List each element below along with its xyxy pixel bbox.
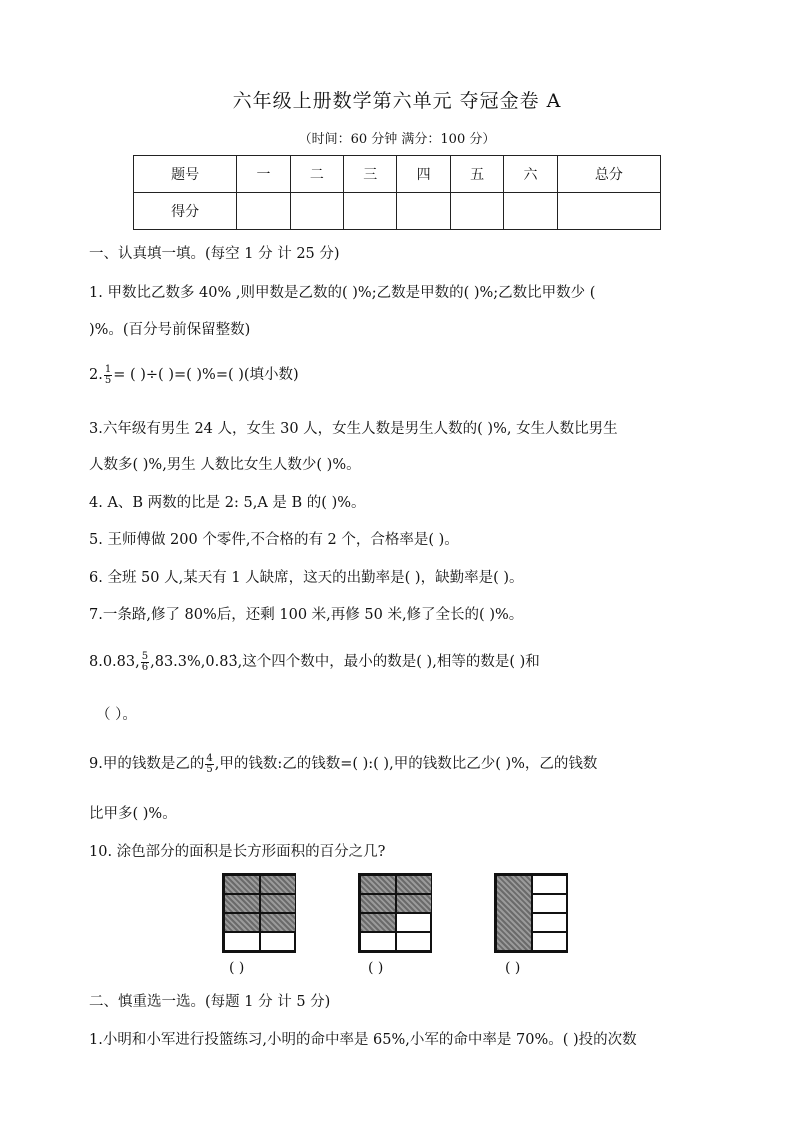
exam-info: （时间：60 分钟 满分：100 分） (298, 132, 496, 147)
question-1-line-2: )%。(百分号前保留整数) (89, 322, 251, 338)
fraction-four-fifths (205, 754, 213, 775)
fraction-numerator: 4 (206, 752, 213, 764)
score-cell[interactable] (290, 193, 343, 230)
score-label-cell: 得分 (134, 193, 237, 230)
section2-question-1: 1.小明和小军进行投篮练习,小明的命中率是 65%,小军的命中率是 70%。( )投的次数 (89, 1032, 637, 1048)
empty-cell (396, 913, 432, 932)
fraction-denominator: 6 (141, 661, 149, 673)
figure-2-rectangle (358, 873, 432, 953)
question-2-number: 2. (89, 367, 103, 383)
score-table-score-row (134, 193, 661, 230)
empty-cell (532, 875, 568, 894)
shaded-cell (396, 894, 432, 913)
fraction-denominator: 5 (104, 374, 112, 386)
empty-cell (260, 932, 296, 951)
shaded-cell (496, 875, 532, 951)
header-cell: 题号 (134, 156, 237, 193)
empty-cell (532, 894, 568, 913)
section1-heading: 一、认真填一填。(每空 1 分 计 25 分) (89, 246, 340, 262)
header-cell: 六 (504, 156, 557, 193)
fraction-numerator: 5 (141, 650, 149, 662)
score-table (133, 155, 661, 230)
question-6: 6. 全班 50 人,某天有 1 人缺席，这天的出勤率是( )，缺勤率是( )。 (89, 570, 524, 586)
question-1-line-1: 1. 甲数比乙数多 40% ,则甲数是乙数的( )%;乙数是甲数的( )%;乙数比甲数少 ( (89, 285, 596, 301)
header-cell: 三 (344, 156, 397, 193)
question-3-line-1: 3.六年级有男生 24 人，女生 30 人，女生人数是男生人数的( )%, 女生人数比男生 (89, 421, 618, 437)
question-8-line-1 (89, 650, 540, 673)
shaded-cell (360, 913, 396, 932)
question-9-text: ,甲的钱数:乙的钱数=( ):( ),甲的钱数比乙少( )%，乙的钱数 (214, 756, 598, 772)
question-7: 7.一条路,修了 80%后，还剩 100 米,再修 50 米,修了全长的( )%。 (89, 607, 524, 623)
header-cell: 一 (237, 156, 290, 193)
section2-heading: 二、慎重选一选。(每题 1 分 计 5 分) (89, 994, 331, 1010)
answer-blank-1[interactable]: ( ) (229, 960, 245, 976)
shaded-cell (396, 875, 432, 894)
question-4: 4. A、B 两数的比是 2: 5,A 是 B 的( )%。 (89, 495, 366, 511)
figure-1-rectangle (222, 873, 296, 953)
score-cell[interactable] (504, 193, 557, 230)
question-8-line-2: （ ）。 (96, 707, 137, 723)
answer-blank-2[interactable]: ( ) (368, 960, 384, 976)
question-9-line-2: 比甲多( )%。 (89, 806, 177, 822)
question-3-line-2: 人数多( )%,男生 人数比女生人数少( )%。 (89, 457, 361, 473)
question-9-line-1 (89, 752, 597, 775)
score-cell[interactable] (557, 193, 660, 230)
score-cell[interactable] (397, 193, 450, 230)
empty-cell (532, 913, 568, 932)
shaded-cell (224, 894, 260, 913)
fraction-one-fifth (104, 365, 112, 386)
question-2 (89, 363, 299, 386)
question-2-text: = ( )÷( )=( )%=( )(填小数) (113, 367, 299, 383)
question-10: 10. 涂色部分的面积是长方形面积的百分之几? (89, 844, 386, 860)
page-title: 六年级上册数学第六单元 夺冠金卷 A (232, 90, 562, 112)
shaded-cell (360, 875, 396, 894)
score-table-header-row (134, 156, 661, 193)
shaded-cell (260, 894, 296, 913)
question-8-prefix: 8.0.83, (89, 654, 140, 670)
score-cell[interactable] (344, 193, 397, 230)
empty-cell (396, 932, 432, 951)
empty-cell (224, 932, 260, 951)
question-9-prefix: 9.甲的钱数是乙的 (89, 756, 205, 772)
header-cell: 五 (450, 156, 503, 193)
figure-3-rectangle (494, 873, 568, 953)
score-cell[interactable] (450, 193, 503, 230)
shaded-cell (360, 894, 396, 913)
fraction-denominator: 5 (206, 763, 213, 775)
question-5: 5. 王师傅做 200 个零件,不合格的有 2 个，合格率是( )。 (89, 532, 459, 548)
answer-blank-3[interactable]: ( ) (505, 960, 521, 976)
score-cell[interactable] (237, 193, 290, 230)
shaded-cell (260, 875, 296, 894)
shaded-cell (224, 913, 260, 932)
header-cell: 二 (290, 156, 343, 193)
question-8-text: ,83.3%,0.83̇,这个四个数中，最小的数是( ),相等的数是( )和 (150, 654, 540, 670)
shaded-cell (224, 875, 260, 894)
fraction-numerator: 1 (104, 363, 112, 375)
empty-cell (360, 932, 396, 951)
shaded-cell (260, 913, 296, 932)
header-cell: 四 (397, 156, 450, 193)
header-cell: 总分 (557, 156, 660, 193)
fraction-five-sixths (141, 652, 149, 673)
empty-cell (532, 932, 568, 951)
